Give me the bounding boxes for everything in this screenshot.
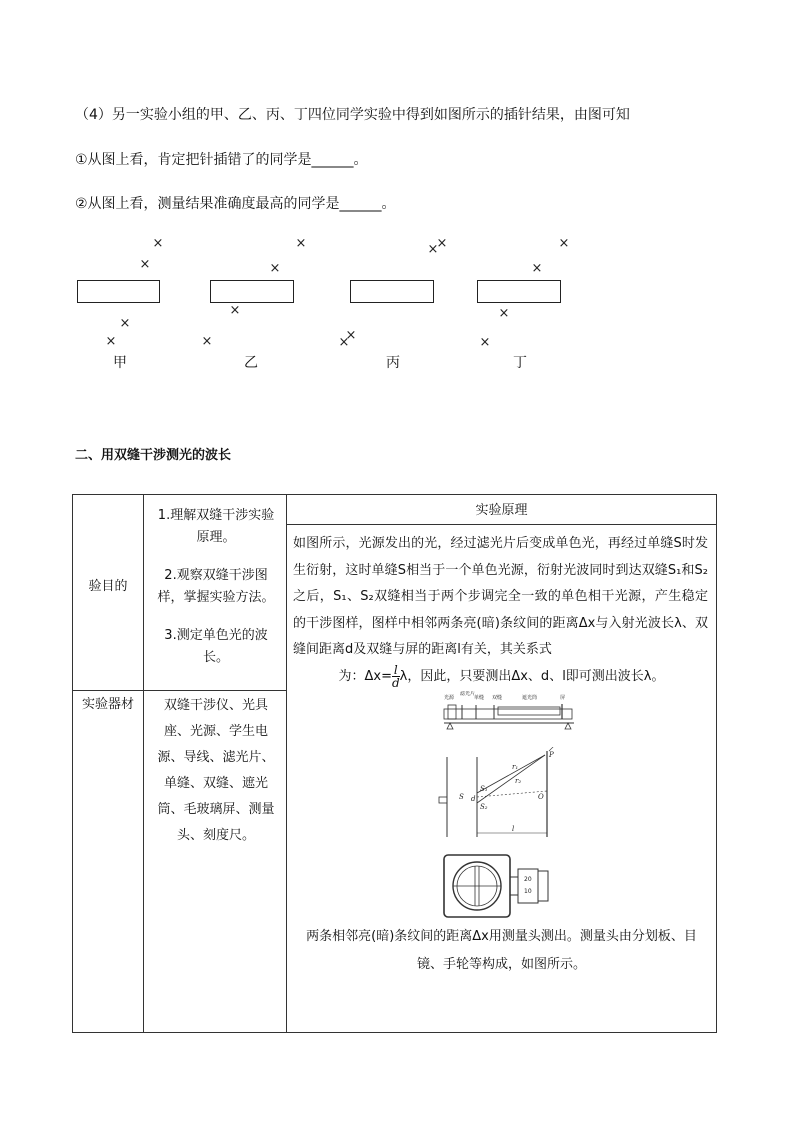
purpose-item: 2.观察双缝干涉图样，掌握实验方法。	[157, 568, 275, 605]
pin-mark: ×	[338, 335, 350, 350]
pin-mark: ×	[345, 328, 357, 343]
fig2-label: l	[512, 824, 515, 833]
pin-mark: ×	[558, 236, 570, 251]
purpose-cell	[144, 495, 287, 691]
fig2-label: O	[538, 792, 544, 801]
pin-mark: ×	[531, 261, 543, 276]
equipment-label-cell	[73, 691, 144, 1033]
pin-mark: ×	[229, 303, 241, 318]
pin-mark: ×	[201, 334, 213, 349]
pin-mark: ×	[479, 335, 491, 350]
apparatus-figure	[442, 691, 582, 739]
pin-mark: ×	[119, 316, 131, 331]
equipment-label: 实验器材	[81, 697, 134, 712]
label-bing: 丙	[386, 355, 400, 371]
figures	[287, 689, 716, 919]
fig1-label: 单缝	[474, 694, 485, 701]
purpose-item: 3.测定单色光的波长。	[164, 628, 268, 665]
label-ding: 丁	[513, 355, 527, 371]
pin-diagram	[60, 232, 660, 372]
pin-mark: ×	[105, 334, 117, 349]
question-1: ①从图上看，肯定把针插错了的同学是______。	[75, 152, 368, 168]
fig1-label: 屏	[560, 694, 566, 701]
formula-prefix: 为：Δx=	[338, 668, 392, 684]
fig1-label: 滤光片	[460, 690, 476, 697]
purpose-label: 验目的	[88, 579, 128, 594]
formula-fraction	[392, 664, 400, 689]
glass-block-bing	[350, 280, 434, 303]
formula-suffix: λ，因此，只要测出Δx、d、l即可测出波长λ。	[399, 668, 665, 684]
pin-mark: ×	[152, 236, 164, 251]
principle-title: 实验原理	[287, 495, 716, 525]
formula-numerator: l	[393, 662, 398, 677]
pin-mark: ×	[436, 236, 448, 251]
pin-mark: ×	[427, 242, 439, 257]
purpose-item: 1.理解双缝干涉实验原理。	[157, 508, 275, 545]
fig2-label: d	[471, 794, 476, 803]
pin-mark: ×	[295, 236, 307, 251]
label-yi: 乙	[244, 355, 258, 371]
principle-formula	[287, 664, 716, 689]
pin-mark: ×	[498, 306, 510, 321]
equipment-text: 双缝干涉仪、光具座、光源、学生电源、导线、滤光片、单缝、双缝、遮光筒、毛玻璃屏、测量头、刻度尺。	[157, 698, 275, 843]
measuring-head-figure	[442, 851, 552, 921]
glass-block-ding	[477, 280, 561, 303]
principle-cell	[287, 495, 717, 1033]
label-jia: 甲	[113, 355, 127, 371]
fig2-label: r₂	[515, 776, 522, 785]
fig3-label: 10	[524, 887, 532, 895]
glass-block-yi	[210, 280, 294, 303]
fig1-label: 遮光筒	[522, 694, 538, 701]
glass-block-jia	[77, 280, 160, 303]
double-slit-figure	[437, 747, 567, 847]
question-2: ②从图上看，测量结果准确度最高的同学是______。	[75, 196, 396, 212]
fig2-label: r₁	[512, 762, 519, 771]
principle-text: 如图所示，光源发出的光，经过滤光片后变成单色光，再经过单缝S时发生衍射，这时单缝S相当于一个单色光源，衍射光波同时到达双缝S₁和S₂之后，S₁、S₂双缝相当于两个步调完全一致的单色相干光源，产生稳定的干涉图样，图样中相邻两条亮(暗)条纹间的距离Δx与入射光波长λ、双缝间距离d及双缝与屏的距离l有关，其关系式	[293, 536, 708, 657]
equipment-cell	[144, 691, 287, 1033]
formula-denominator: d	[391, 675, 400, 690]
fig2-label: P	[549, 750, 554, 759]
fig1-label: 双缝	[492, 694, 503, 701]
pin-mark: ×	[139, 257, 151, 272]
fig1-label: 光源	[444, 694, 455, 701]
experiment-table	[72, 494, 717, 1033]
section-title: 二、用双缝干涉测光的波长	[75, 448, 232, 463]
question-intro: （4）另一实验小组的甲、乙、丙、丁四位同学实验中得到如图所示的插针结果，由图可知	[75, 107, 630, 123]
fig3-label: 20	[524, 875, 532, 883]
fig2-label: S₁	[480, 784, 488, 793]
fig2-label: S	[459, 792, 464, 801]
purpose-label-cell	[73, 495, 144, 691]
measuring-head-text: 两条相邻亮(暗)条纹间的距离Δx用测量头测出。测量头由分划板、目镜、手轮等构成，如图所示。	[306, 928, 697, 972]
pin-mark: ×	[269, 261, 281, 276]
fig2-label: S₂	[480, 802, 488, 811]
